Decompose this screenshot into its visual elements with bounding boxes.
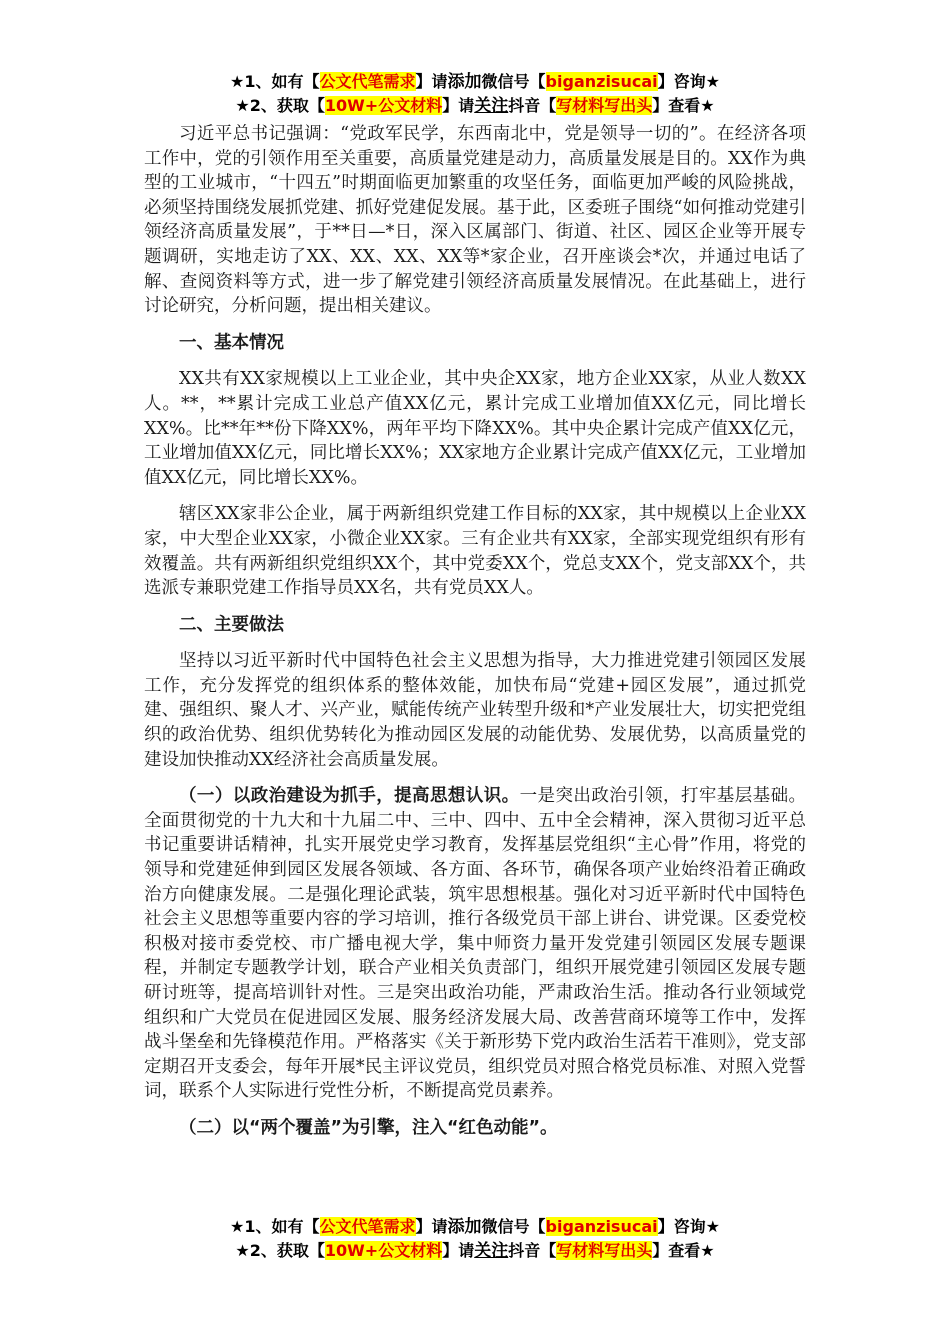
banner-douyin-id: 写材料写出头 (556, 96, 653, 115)
banner-text: 】请 (415, 72, 448, 91)
banner-text: 】查看★ (652, 1241, 715, 1260)
banner-emphasis: 添加 (447, 1217, 482, 1237)
banner-text: 抖音【 (508, 96, 557, 115)
paragraph-basic-2: 辖区XX家非公企业，属于两新组织党建工作目标的XX家，其中规模以上企业XX家，中大型企业XX家，小微企业XX家。三有企业共有XX家，全部实现党组织有形有效覆盖。共有两新组织党组织XX个，其中党委XX个，党总支XX个，党支部XX个，共选派专兼职党建工作指导员XX名，共有党员XX人。 (144, 504, 806, 599)
banner-highlight: 10W+公文材料 (324, 96, 443, 115)
banner-text: ★1、如有【 (230, 72, 320, 91)
subheading-political: （一）以政治建设为抓手，提高思想认识。 (179, 786, 520, 807)
paragraph-political-building (144, 784, 806, 1104)
document-body (144, 122, 806, 1141)
banner-text: 】请 (442, 1241, 475, 1260)
banner-highlight: 公文代笔需求 (319, 72, 416, 91)
banner-emphasis: 添加 (447, 72, 482, 92)
banner-wechat-id: biganzisucai (545, 72, 658, 91)
banner-wechat-id: biganzisucai (545, 1217, 658, 1236)
subheading-two-coverages: （二）以“两个覆盖”为引擎，注入“红色动能”。 (179, 1117, 558, 1138)
banner-text: 抖音【 (508, 1241, 557, 1260)
bottom-banner (0, 1215, 950, 1263)
banner-line-1 (0, 1215, 950, 1239)
banner-text: ★1、如有【 (230, 1217, 320, 1236)
banner-text: 】咨询★ (657, 1217, 720, 1236)
paragraph-two-coverages (144, 1116, 806, 1141)
section-heading-practices: 二、主要做法 (179, 614, 284, 635)
banner-text: 】请 (415, 1217, 448, 1236)
banner-text: ★2、获取【 (235, 96, 325, 115)
paragraph-political-text: 一是突出政治引领，打牢基层基础。全面贯彻党的十九大和十九届二中、三中、四中、五中全会精神，深入贯彻习近平总书记重要讲话精神，扎实开展党史学习教育，发挥基层党组织“主心骨”作用，将党的领导和党建延伸到园区发展各领域、各方面、各环节，确保各项产业始终沿着正确政治方向健康发展。二是强化理论武装，筑牢思想根基。强化对习近平新时代中国特色社会主义思想等重要内容的学习培训，推行各级党员干部上讲台、讲党课。区委党校积极对接市委党校、市广播电视大学，集中师资力量开发党建引领园区发展专题课程，并制定专题教学计划，联合产业相关负责部门，组织开展党建引领园区发展专题研讨班等，提高培训针对性。三是突出政治功能，严肃政治生活。推动各行业领域党组织和广大党员在促进园区发展、服务经济发展大局、改善营商环境等工作中，发挥战斗堡垒和先锋模范作用。严格落实《关于新形势下党内政治生活若干准则》，党支部定期召开支委会，每年开展*民主评议党员，组织党员对照合格党员标准、对照入党誓词，联系个人实际进行党性分析，不断提高党员素养。 (144, 786, 807, 1102)
paragraph-practices-intro: 坚持以习近平新时代中国特色社会主义思想为指导，大力推进党建引领园区发展工作，充分发挥党的组织体系的整体效能，加快布局“党建+园区发展”，通过抓党建、强组织、聚人才、兴产业，赋能传统产业转型升级和*产业发展壮大，切实把党组织的政治优势、组织优势转化为推动园区发展的动能优势、发展优势，以高质量党的建设加快推动XX经济社会高质量发展。 (144, 651, 806, 770)
banner-text: 微信号【 (481, 72, 546, 91)
banner-highlight: 10W+公文材料 (324, 1241, 443, 1260)
banner-emphasis: 关注 (474, 96, 509, 116)
section-heading-basic: 一、基本情况 (179, 332, 284, 353)
banner-text: ★2、获取【 (235, 1241, 325, 1260)
banner-text: 】查看★ (652, 96, 715, 115)
banner-highlight: 公文代笔需求 (319, 1217, 416, 1236)
banner-line-2 (0, 1239, 950, 1263)
paragraph-basic-1: XX共有XX家规模以上工业企业，其中央企XX家，地方企业XX家，从业人数XX人。**，**累计完成工业总产值XX亿元，累计完成工业增加值XX亿元，同比增长XX%。比**年**份下降XX%，两年平均下降XX%。其中央企累计完成产值XX亿元，工业增加值XX亿元，同比增长XX%；XX家地方企业累计完成产值XX亿元，工业增加值XX亿元，同比增长XX%。 (144, 369, 806, 488)
banner-emphasis: 关注 (474, 1241, 509, 1261)
banner-line-1 (0, 70, 950, 94)
intro-paragraph: 习近平总书记强调：“党政军民学，东西南北中，党是领导一切的”。在经济各项工作中，党的引领作用至关重要，高质量党建是动力，高质量发展是目的。XX作为典型的工业城市，“十四五”时期面临更加繁重的攻坚任务，面临更加严峻的风险挑战，必须坚持围绕发展抓党建、抓好党建促发展。基于此，区委班子围绕“如何推动党建引领经济高质量发展”，于**日—*日，深入区属部门、街道、社区、园区企业等开展专题调研，实地走访了XX、XX、XX、XX等*家企业，召开座谈会*次，并通过电话了解、查阅资料等方式，进一步了解党建引领经济高质量发展情况。在此基础上，进行讨论研究，分析问题，提出相关建议。 (144, 124, 806, 317)
banner-text: 】咨询★ (657, 72, 720, 91)
banner-line-2 (0, 94, 950, 118)
banner-text: 微信号【 (481, 1217, 546, 1236)
banner-text: 】请 (442, 96, 475, 115)
top-banner (0, 70, 950, 118)
banner-douyin-id: 写材料写出头 (556, 1241, 653, 1260)
